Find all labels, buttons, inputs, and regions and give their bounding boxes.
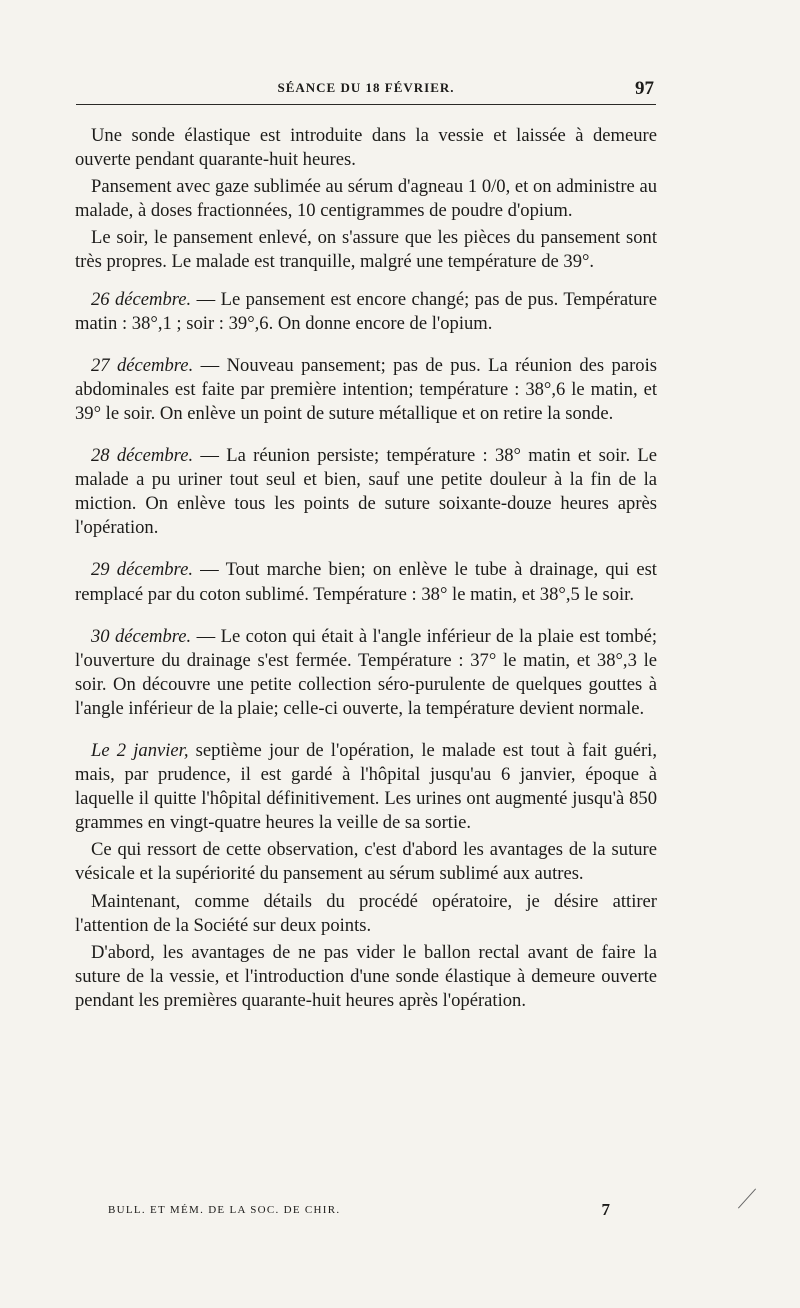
signature-mark: 7: [601, 1200, 610, 1219]
margin-pencil-stroke: [738, 1189, 756, 1209]
paragraph-26-decembre: 26 décembre. — Le pansement est encore changé; pas de pus. Température matin : 38°,1 ; soir : 39°,6. On donne encore de l'opium.: [75, 288, 657, 334]
paragraph-maintenant: Maintenant, comme détails du procédé opératoire, je désire attirer l'attention de la Société sur deux points.: [75, 890, 657, 936]
date-label: 30 décembre.: [91, 625, 192, 647]
date-label: 27 décembre.: [91, 354, 194, 376]
date-label: 26 décembre.: [91, 288, 192, 310]
paragraph-sonde: Une sonde élastique est introduite dans la vessie et laissée à demeure ouverte pendant quarante-huit heures.: [75, 125, 657, 171]
paragraph-pansement: Pansement avec gaze sublimée au sérum d'agneau 1 0/0, et on administre au malade, à doses fractionnées, 10 centigrammes de poudre d'opium.: [75, 176, 657, 222]
paragraph-le-soir: Le soir, le pansement enlevé, on s'assure que les pièces du pansement sont très propres. Le malade est tranquille, malgré une température de 39°.: [75, 227, 657, 273]
paragraph-30-decembre: 30 décembre. — Le coton qui était à l'angle inférieur de la plaie est tombé; l'ouverture du drainage s'est fermée. Température : 37° le matin, et 38°,3 le soir. On découvre une petite collection séro-purulente de quelques gouttes à l'angle inférieur de la plaie; celle-ci ouverte, la température devient normale.: [75, 625, 657, 719]
date-label: 28 décembre.: [91, 445, 194, 467]
footer-journal-title: BULL. ET MÉM. DE LA SOC. DE CHIR.: [108, 1204, 341, 1216]
date-label: 29 décembre.: [91, 559, 193, 581]
date-label: Le 2 janvier,: [91, 739, 189, 761]
paragraph-dabord: D'abord, les avantages de ne pas vider le ballon rectal avant de faire la suture de la vessie, et l'introduction d'une sonde élastique à demeure ouverte pendant les premières quarante-huit heures après l'opération.: [75, 941, 657, 1011]
paragraph-2-janvier: Le 2 janvier, septième jour de l'opération, le malade est tout à fait guéri, mais, par prudence, il est gardé à l'hôpital jusqu'au 6 janvier, époque à laquelle il quitte l'hôpital définitivement. Les urines ont augmenté jusqu'à 850 grammes en vingt-quatre heures la veille de sa sortie.: [75, 739, 657, 834]
running-header: [76, 78, 656, 102]
header-title: SÉANCE DU 18 FÉVRIER.: [277, 80, 455, 95]
paragraph-29-decembre: 29 décembre. — Tout marche bien; on enlève le tube à drainage, qui est remplacé par du coton sublimé. Température : 38° le matin, et 38°,5 le soir.: [75, 559, 657, 605]
header-rule: [76, 104, 656, 105]
footer: [108, 1200, 618, 1224]
paragraph-28-decembre: 28 décembre. — La réunion persiste; température : 38° matin et soir. Le malade a pu uriner tout seul et bien, sauf une petite douleur à la fin de la miction. On enlève tous les points de suture soixante-douze heures après l'opération.: [75, 445, 657, 539]
page-number: 97: [635, 78, 654, 99]
body-text: [75, 124, 657, 1013]
paragraph-observation: Ce qui ressort de cette observation, c'est d'abord les avantages de la suture vésicale et la supériorité du pansement au sérum sublimé aux autres.: [75, 839, 657, 885]
paragraph-27-decembre: 27 décembre. — Nouveau pansement; pas de pus. La réunion des parois abdominales est faite par première intention; température : 38°,6 le matin, et 39° le soir. On enlève un point de suture métallique et on retire la sonde.: [75, 354, 657, 424]
